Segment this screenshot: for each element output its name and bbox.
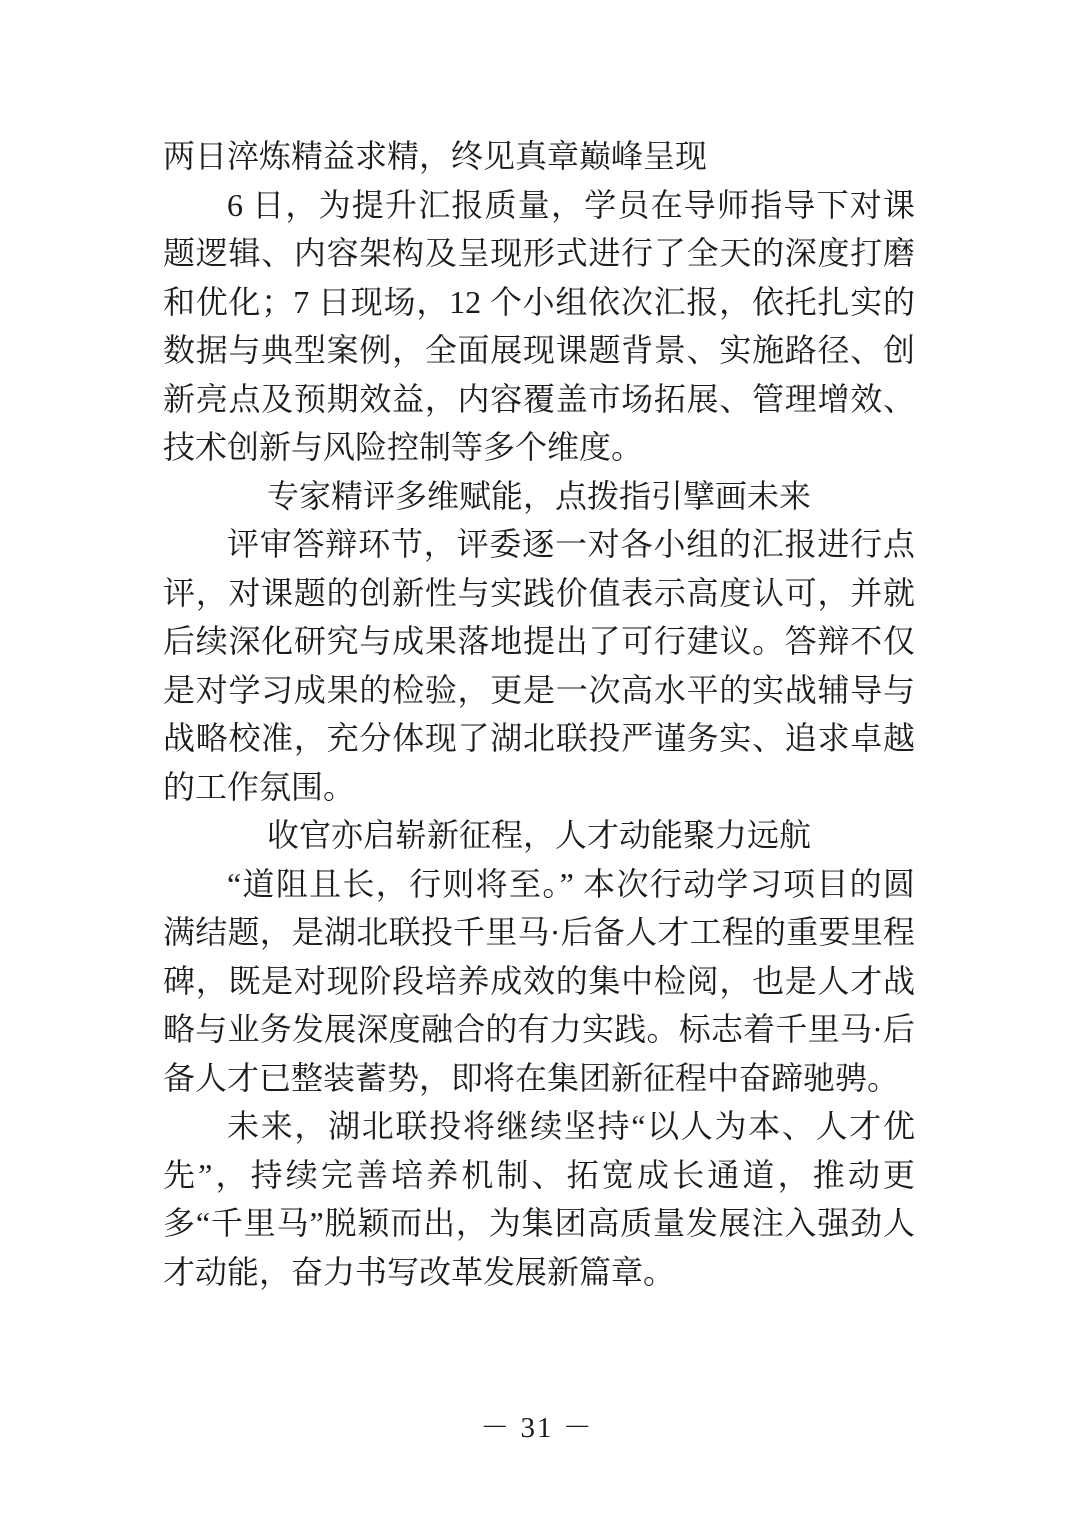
section-heading-refinement: 两日淬炼精益求精，终见真章巅峰呈现 [163,138,708,174]
paragraph-review-defense: 评审答辩环节，评委逐一对各小组的汇报进行点评，对课题的创新性与实践价值表示高度认可，并就后续深化研究与成果落地提出了可行建议。答辩不仅是对学习成果的检验，更是一次高水平的实战辅导与战略校准，充分体现了湖北联投严谨务实、追求卓越的工作氛围。 [163,526,915,805]
document-body [163,132,915,1296]
page-number: － 31 － [480,1412,594,1444]
paragraph-future-outlook: 未来，湖北联投将继续坚持“以人为本、人才优先”，持续完善培养机制、拓宽成长通道，推动更多“千里马”脱颖而出，为集团高质量发展注入强劲人才动能，奋力书写改革发展新篇章。 [163,1108,915,1290]
paragraph-report-polish: 6 日，为提升汇报质量，学员在导师指导下对课题逻辑、内容架构及呈现形式进行了全天的深度打磨和优化；7 日现场，12 个小组依次汇报，依托扎实的数据与典型案例，全面展现课题背景、实施路径、创新亮点及预期效益，内容覆盖市场拓展、管理增效、技术创新与风险控制等多个维度。 [163,186,915,465]
section-heading-new-journey: 收官亦启崭新征程，人才动能聚力远航 [266,817,811,853]
section-heading-expert-review: 专家精评多维赋能，点拨指引擘画未来 [266,477,811,514]
paragraph-project-conclusion: “道阻且长，行则将至。” 本次行动学习项目的圆满结题，是湖北联投千里马·后备人才工程的重要里程碑，既是对现阶段培养成效的集中检阅，也是人才战略与业务发展深度融合的有力实践。标志着千里马·后备人才已整装蓄势，即将在集团新征程中奋蹄驰骋。 [163,865,915,1096]
